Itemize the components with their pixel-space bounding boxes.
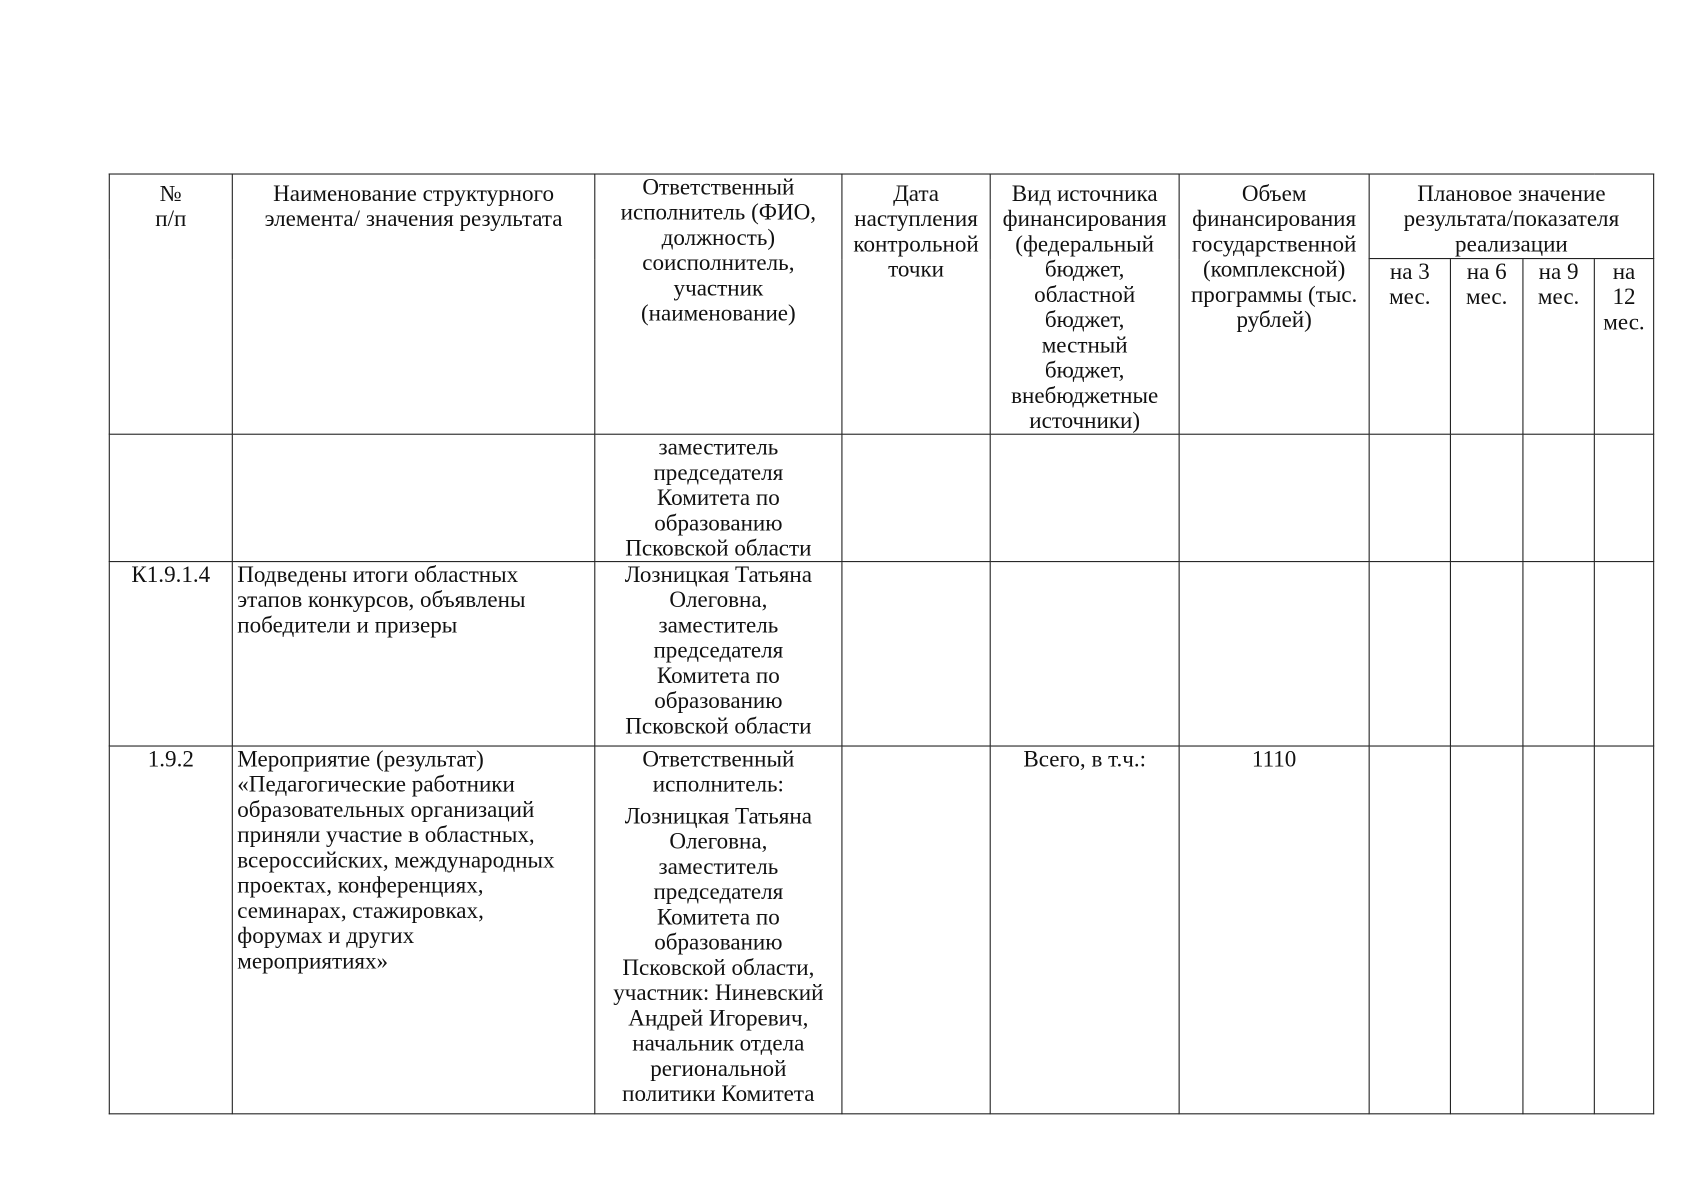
row-executor-label: Ответственный исполнитель: — [642, 746, 795, 798]
row-plan-3 — [1369, 434, 1450, 561]
row-date — [842, 434, 990, 561]
row-plan-6 — [1450, 562, 1522, 746]
header-month-12: на 12 мес. — [1594, 259, 1653, 434]
row-plan-3 — [1369, 746, 1450, 1114]
row-plan-9 — [1523, 562, 1594, 746]
row-volume — [1179, 562, 1369, 746]
row-executor: Лозницкая Татьяна Олеговна, заместитель председателя Комитета по образованию Псковской области, участник: Ниневский Андрей Игоревич, начальник отдела региональной политики Комитета — [613, 802, 824, 1107]
row-name: Подведены итоги областных этапов конкурсов, объявлены победители и призеры — [232, 562, 594, 746]
header-executor: Ответственный исполнитель (ФИО, должность) соисполнитель, участник (наименование) — [595, 174, 842, 434]
row-plan-6 — [1450, 434, 1522, 561]
row-executor: заместитель председателя Комитета по образованию Псковской области — [595, 434, 842, 561]
row-date — [842, 562, 990, 746]
row-volume: 1110 — [1179, 746, 1369, 1114]
row-volume — [1179, 434, 1369, 561]
header-month-6: на 6 мес. — [1450, 259, 1522, 434]
row-plan-12 — [1594, 434, 1653, 561]
row-name: Мероприятие (результат) «Педагогические работники образовательных организаций приняли участие в областных, всероссийских, международных проектах, конференциях, семинарах, стажировках, форумах и других мероприятиях» — [232, 746, 594, 1114]
table-row — [109, 562, 1653, 746]
program-table — [109, 173, 1654, 1114]
row-source: Всего, в т.ч.: — [990, 746, 1179, 1114]
header-row — [109, 174, 1653, 259]
row-executor-cell — [595, 746, 842, 1114]
table-row — [109, 746, 1653, 1114]
row-plan-9 — [1523, 434, 1594, 561]
row-name — [232, 434, 594, 561]
row-plan-12 — [1594, 562, 1653, 746]
header-volume: Объем финансирования государственной (комплексной) программы (тыс. рублей) — [1179, 174, 1369, 434]
row-plan-6 — [1450, 746, 1522, 1114]
row-plan-12 — [1594, 746, 1653, 1114]
row-number: К1.9.1.4 — [109, 562, 232, 746]
row-executor: Лозницкая Татьяна Олеговна, заместитель председателя Комитета по образованию Псковской области — [595, 562, 842, 746]
row-number — [109, 434, 232, 561]
row-date — [842, 746, 990, 1114]
header-name: Наименование структурного элемента/ значения результата — [232, 174, 594, 434]
row-source — [990, 434, 1179, 561]
table-row — [109, 434, 1653, 561]
row-plan-3 — [1369, 562, 1450, 746]
header-date: Дата наступления контрольной точки — [842, 174, 990, 434]
row-plan-9 — [1523, 746, 1594, 1114]
row-number: 1.9.2 — [109, 746, 232, 1114]
row-source — [990, 562, 1179, 746]
header-source: Вид источника финансирования (федеральный бюджет, областной бюджет, местный бюджет, внебюджетные источники) — [990, 174, 1179, 434]
header-month-9: на 9 мес. — [1523, 259, 1594, 434]
header-month-3: на 3 мес. — [1369, 259, 1450, 434]
header-number: № п/п — [109, 174, 232, 434]
header-plan: Плановое значение результата/показателя реализации — [1369, 174, 1654, 259]
